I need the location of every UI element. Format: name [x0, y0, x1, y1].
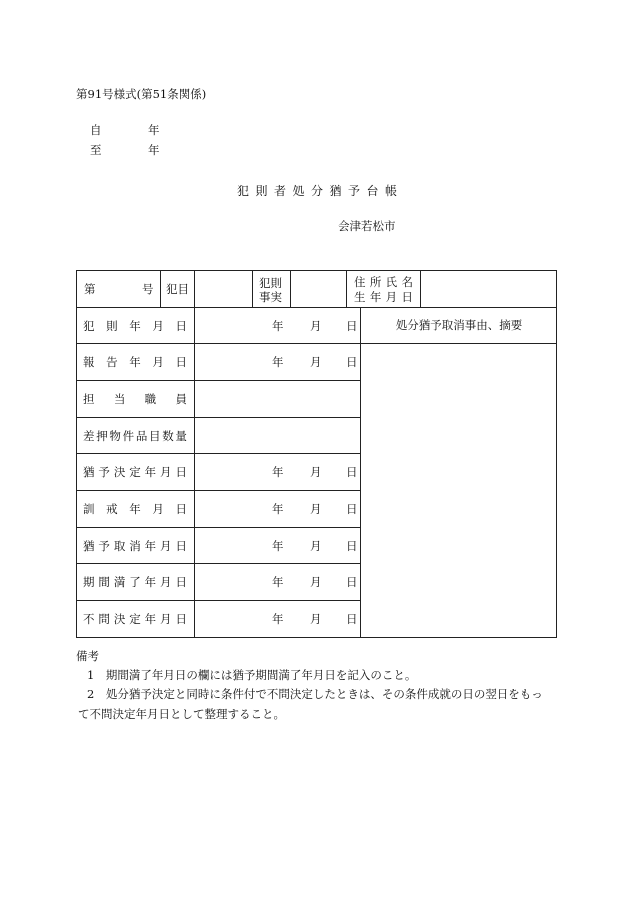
divider-label-column	[194, 270, 195, 638]
date-month-unit: 月	[310, 354, 322, 369]
offense-item-label: 犯目	[166, 281, 189, 296]
date-day-unit: 日	[346, 501, 358, 516]
row-label: 担 当 職 員	[83, 391, 187, 406]
date-month-unit: 月	[310, 501, 322, 516]
date-year-unit: 年	[272, 318, 284, 333]
memo-header: 処分猶予取消事由、摘要	[395, 318, 523, 332]
date-month-unit: 月	[310, 574, 322, 589]
offense-fact-label-1: 犯則	[259, 275, 282, 290]
remarks-item-2-continued: て不問決定年月日として整理すること。	[78, 707, 285, 721]
date-month-unit: 月	[310, 538, 322, 553]
period-to-label: 至	[90, 143, 102, 157]
divider-memo-column	[360, 307, 361, 638]
date-year-unit: 年	[272, 464, 284, 479]
divider-offense-fact	[290, 270, 291, 307]
period-from-label: 自	[90, 123, 102, 137]
border-left	[76, 270, 77, 638]
divider-fact-value	[346, 270, 347, 307]
offense-fact-label-2: 事実	[259, 289, 282, 304]
row-label: 訓 戒 年 月 日	[83, 501, 187, 516]
period-to-year: 年	[148, 143, 160, 157]
date-year-unit: 年	[272, 501, 284, 516]
row-label: 差 押 物 件 品 目 数 量	[83, 428, 187, 443]
remarks-item-1: 1 期間満了年月日の欄には猶予期間満了年月日を記入のこと。	[87, 668, 417, 682]
row-label: 猶 予 決 定 年 月 日	[83, 464, 187, 479]
number-label-right: 号	[142, 281, 154, 296]
issuer-city: 会津若松市	[338, 219, 396, 233]
border-bottom	[76, 637, 557, 638]
memo-header-line	[360, 343, 557, 344]
divider-offense-item	[252, 270, 253, 307]
date-day-unit: 日	[346, 574, 358, 589]
divider-address	[420, 270, 421, 307]
row-label: 不 問 決 定 年 月 日	[83, 611, 187, 626]
date-month-unit: 月	[310, 611, 322, 626]
date-day-unit: 日	[346, 538, 358, 553]
date-month-unit: 月	[310, 318, 322, 333]
ledger-table	[76, 270, 557, 638]
date-day-unit: 日	[346, 318, 358, 333]
date-month-unit: 月	[310, 464, 322, 479]
date-year-unit: 年	[272, 574, 284, 589]
row-label: 期 間 満 了 年 月 日	[83, 574, 187, 589]
date-year-unit: 年	[272, 538, 284, 553]
form-number: 第91号様式(第51条関係)	[76, 87, 207, 101]
row-label: 報 告 年 月 日	[83, 354, 187, 369]
remarks-item-2: 2 処分猶予決定と同時に条件付で不問決定したときは、その条件成就の日の翌日をもっ	[87, 687, 543, 701]
date-year-unit: 年	[272, 354, 284, 369]
address-name-label: 住 所 氏 名	[354, 275, 413, 289]
row-label: 犯 則 年 月 日	[83, 318, 187, 333]
number-label-left: 第	[84, 281, 96, 296]
period-from-year: 年	[148, 123, 160, 137]
date-day-unit: 日	[346, 611, 358, 626]
date-day-unit: 日	[346, 354, 358, 369]
birthdate-label: 生 年 月 日	[354, 290, 413, 304]
row-label: 猶 予 取 消 年 月 日	[83, 538, 187, 553]
remarks-heading: 備考	[76, 649, 99, 663]
date-day-unit: 日	[346, 464, 358, 479]
divider-number	[160, 270, 161, 307]
document-title: 犯則者処分猶予台帳	[237, 184, 404, 198]
date-year-unit: 年	[272, 611, 284, 626]
